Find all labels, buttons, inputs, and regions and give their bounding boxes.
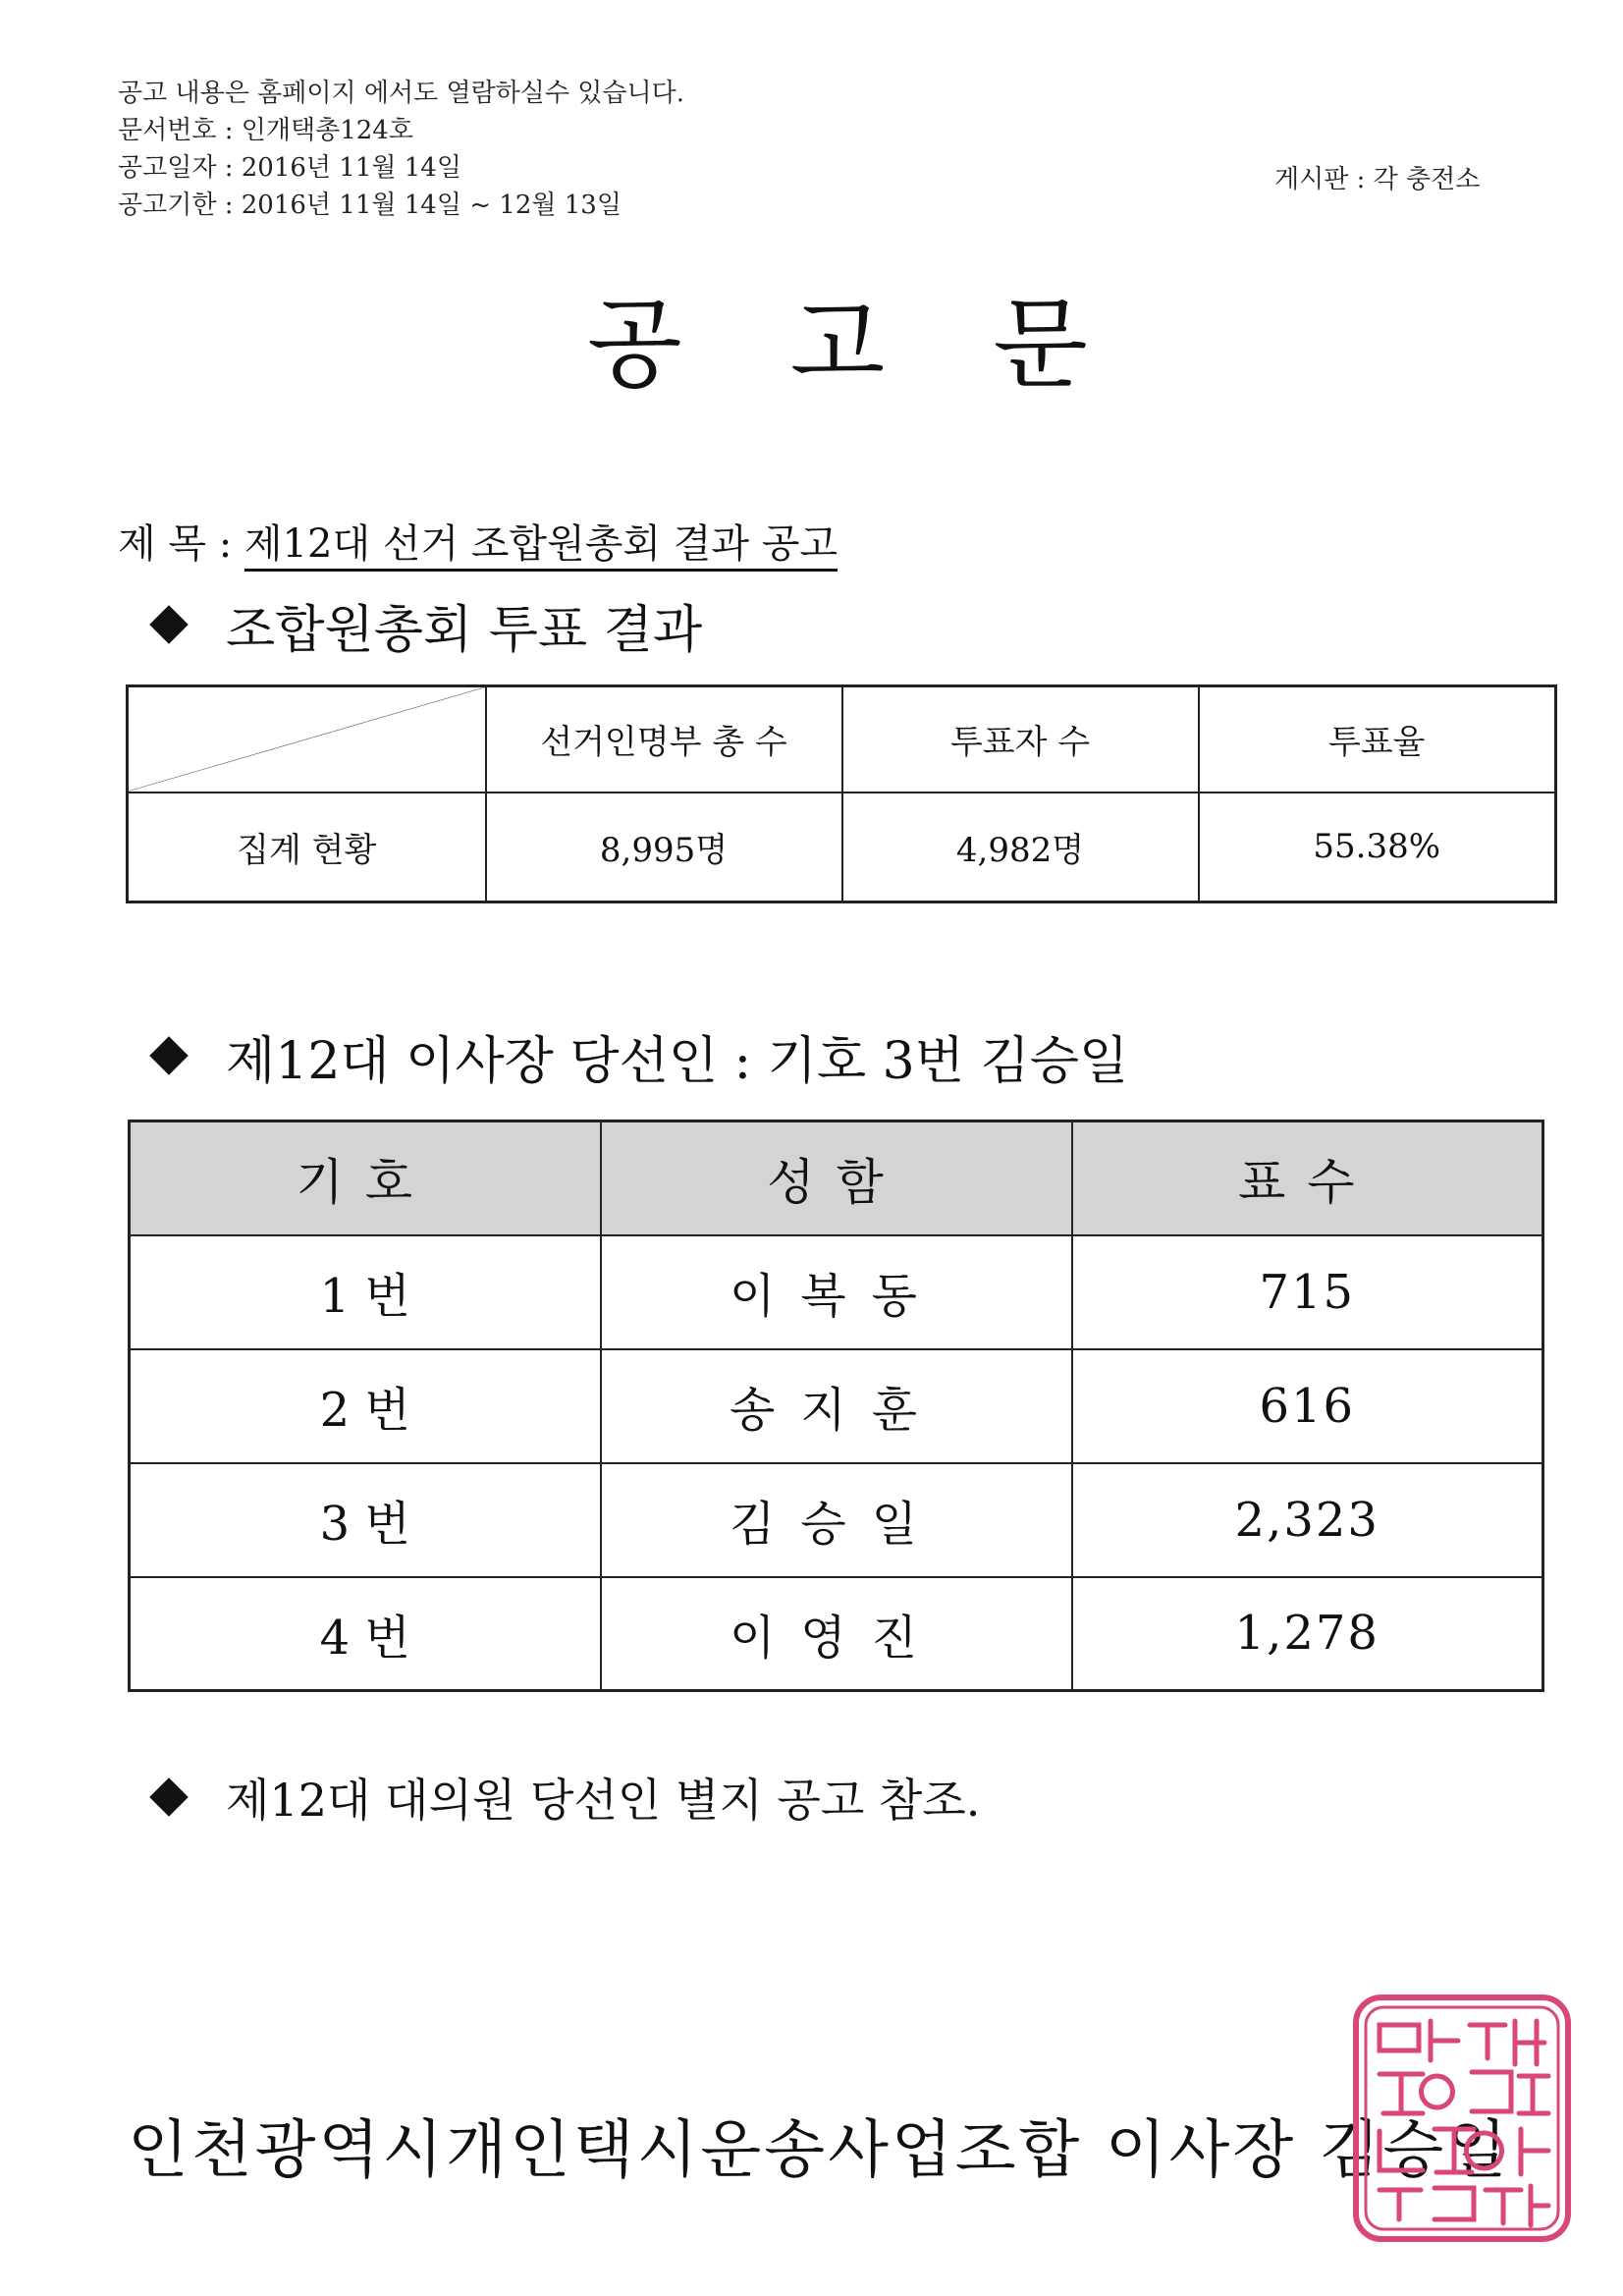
col-header-total-voters: 선거인명부 총 수 bbox=[486, 686, 842, 793]
candidate-name: 김승일 bbox=[601, 1463, 1072, 1577]
seal-glyph-stroke bbox=[1486, 2190, 1521, 2223]
homepage-notice: 공고 내용은 홈페이지 에서도 열람하실수 있습니다. bbox=[118, 79, 685, 108]
candidate-votes: 2,323 bbox=[1072, 1463, 1543, 1577]
diamond-bullet-icon bbox=[149, 605, 189, 644]
seal-glyph-stroke bbox=[1380, 2131, 1423, 2170]
candidate-number: 3 번 bbox=[130, 1463, 601, 1577]
section2-heading-text: 제12대 이사장 당선인 : 기호 3번 김승일 bbox=[226, 1031, 1129, 1091]
notice-date: 공고일자 : 2016년 11월 14일 bbox=[118, 153, 461, 183]
col-header-turnout: 투표율 bbox=[1199, 686, 1556, 793]
diagonal-line bbox=[129, 687, 485, 792]
candidate-votes: 715 bbox=[1072, 1235, 1543, 1349]
row-label: 집계 현황 bbox=[128, 793, 486, 902]
subject-line bbox=[118, 513, 838, 569]
table-row bbox=[130, 1349, 1543, 1463]
candidate-votes: 616 bbox=[1072, 1349, 1543, 1463]
seal-glyph-stroke bbox=[1422, 2076, 1453, 2107]
cell-turnout: 55.38% bbox=[1199, 793, 1556, 902]
candidate-number: 4 번 bbox=[130, 1577, 601, 1691]
table-row bbox=[130, 1577, 1543, 1691]
section3-note bbox=[135, 1763, 980, 1831]
seal-glyph-stroke bbox=[1470, 2025, 1505, 2058]
vote-summary-table bbox=[126, 684, 1557, 903]
official-seal-icon bbox=[1350, 1992, 1574, 2245]
cell-voters: 4,982명 bbox=[842, 793, 1199, 902]
seal-glyph-stroke bbox=[1519, 2076, 1548, 2113]
subject-label: 제 목 : bbox=[118, 521, 244, 567]
cell-total-voters: 8,995명 bbox=[486, 793, 842, 902]
seal-glyph-stroke bbox=[1515, 2021, 1544, 2064]
table-row bbox=[128, 793, 1556, 902]
candidate-number: 2 번 bbox=[130, 1349, 601, 1463]
section2-heading bbox=[135, 1016, 1128, 1095]
section1-heading-text: 조합원총회 투표 결과 bbox=[226, 600, 703, 660]
candidate-name: 송지훈 bbox=[601, 1349, 1072, 1463]
col-header-voters: 투표자 수 bbox=[842, 686, 1199, 793]
seal-glyph-stroke bbox=[1472, 2072, 1511, 2111]
candidate-name: 이영진 bbox=[601, 1577, 1072, 1691]
signature-line: 인천광역시개인택시운송사업조합 이사장 김승일 bbox=[128, 2114, 1510, 2187]
candidate-results-table bbox=[128, 1120, 1544, 1692]
seal-glyph-stroke bbox=[1380, 2025, 1419, 2050]
seal-glyph-stroke bbox=[1380, 2190, 1421, 2219]
section3-note-text: 제12대 대의원 당선인 별지 공고 참조. bbox=[226, 1774, 981, 1827]
seal-glyph-stroke bbox=[1467, 2133, 1502, 2168]
seal-glyph-stroke bbox=[1431, 2021, 1458, 2060]
doc-number: 문서번호 : 인개택총124호 bbox=[118, 116, 413, 145]
diagonal-header-cell bbox=[128, 686, 486, 793]
notice-period: 공고기한 : 2016년 11월 14일 ~ 12월 13일 bbox=[118, 191, 622, 220]
candidate-number: 1 번 bbox=[130, 1235, 601, 1349]
seal-glyph-stroke bbox=[1531, 2186, 1548, 2225]
col-header-name: 성함 bbox=[601, 1121, 1072, 1235]
table-row bbox=[130, 1463, 1543, 1577]
diamond-bullet-icon bbox=[149, 1036, 189, 1075]
col-header-number: 기호 bbox=[130, 1121, 601, 1235]
seal-glyph-stroke bbox=[1521, 2129, 1548, 2174]
diamond-bullet-icon bbox=[149, 1777, 189, 1817]
table-row bbox=[130, 1235, 1543, 1349]
notice-meta bbox=[118, 75, 684, 224]
table-header-row bbox=[130, 1121, 1543, 1235]
board-label: 게시판 : 각 충전소 bbox=[1274, 165, 1481, 194]
candidate-name: 이복동 bbox=[601, 1235, 1072, 1349]
table-header-row bbox=[128, 686, 1556, 793]
section1-heading bbox=[135, 585, 702, 664]
subject-text: 제12대 선거 조합원총회 결과 공고 bbox=[244, 521, 838, 572]
page-title: 공고문 bbox=[587, 287, 1196, 402]
seal-glyph-stroke bbox=[1380, 2074, 1423, 2113]
candidate-votes: 1,278 bbox=[1072, 1577, 1543, 1691]
seal-glyph-stroke bbox=[1434, 2188, 1474, 2219]
col-header-votes: 표수 bbox=[1072, 1121, 1543, 1235]
